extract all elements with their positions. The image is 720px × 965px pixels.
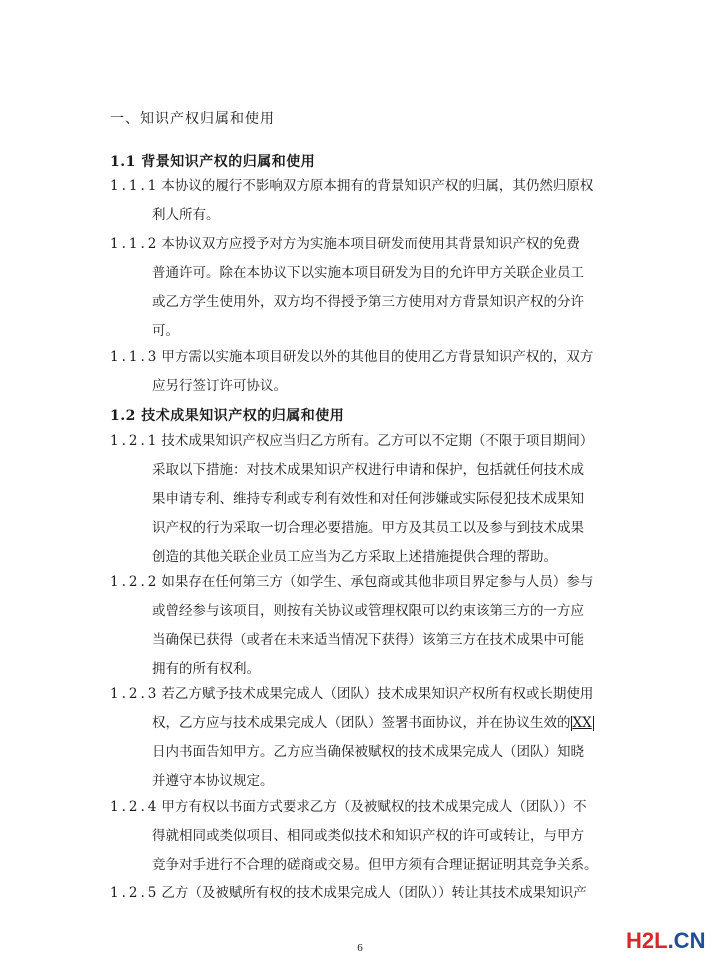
clause-line: 普通许可。除在本协议下以实施本项目研发为目的允许甲方关联企业员工 [152,265,584,281]
clause-text: 甲方需以实施本项目研发以外的其他目的使用乙方背景知识产权的，双方 [161,349,594,365]
clause-line [110,883,587,903]
heading-1-2: 1.2 技术成果知识产权的归属和使用 [110,408,345,424]
clause-line: 日内书面告知甲方。乙方应当确保被赋权的技术成果完成人（团队）知晓 [152,744,584,760]
clause-line [110,797,587,817]
clause-line: 果申请专利、维持专利或专利有效性和对任何涉嫌或实际侵犯技术成果知 [152,491,584,507]
placeholder-days: XX [572,715,592,731]
watermark-text: H2L [626,928,668,953]
clause-line [110,347,593,367]
clause-line: 当确保已获得（或者在未来适当情况下获得）该第三方在技术成果中可能 [152,632,584,648]
watermark-text: .CN [667,928,706,953]
clause-line: 或曾经参与该项目，则按有关协议或管理权限可以约束该第三方的一方应 [152,603,584,619]
clause-number: 1.2.2 [110,574,160,590]
clause-text: 如果存在任何第三方（如学生、承包商或其他非项目界定参与人员）参与 [161,574,594,590]
clause-line: 得就相同或类似项目、相同或类似技术和知识产权的许可或转让，与甲方 [152,828,584,844]
clause-text: 乙方（及被赋所有权的技术成果完成人（团队））转让其技术成果知识产 [161,885,587,901]
clause-line [152,713,594,733]
clause-text: 技术成果知识产权应当归乙方所有。乙方可以不定期（不限于项目期间） [161,433,594,449]
clause-line: 或乙方学生使用外，双方均不得授予第三方使用对方背景知识产权的分许 [152,294,584,310]
clause-number: 1.2.4 [110,799,160,815]
clause-text: 权，乙方应与技术成果完成人（团队）签署书面协议，并在协议生效的 [152,715,571,731]
clause-line: 应另行签订许可协议。 [152,378,287,394]
clause-line: 可。 [152,323,179,339]
clause-line [110,684,593,704]
clause-number: 1.2.5 [110,885,160,901]
clause-line: 识产权的行为采取一切合理必要措施。甲方及其员工以及参与到技术成果 [152,520,584,536]
clause-line: 利人所有。 [152,207,220,223]
clause-number: 1.2.3 [110,686,160,702]
site-watermark-logo [626,927,708,955]
clause-line [110,234,580,254]
clause-line [110,176,593,196]
clause-line [110,431,593,451]
clause-line: 并遵守本协议规定。 [152,773,274,789]
clause-text: 甲方有权以书面方式要求乙方（及被赋权的技术成果完成人（团队））不 [161,799,587,815]
clause-number: 1.2.1 [110,433,160,449]
clause-line: 竞争对手进行不合理的磋商或交易。但甲方须有合理证据证明其竞争关系。 [152,857,598,873]
clause-text: 本协议双方应授予对方为实施本项目研发而使用其背景知识产权的免费 [161,236,580,252]
clause-number: 1.1.1 [110,178,160,194]
clause-number: 1.1.2 [110,236,160,252]
section-title: 一、知识产权归属和使用 [110,111,275,127]
clause-line: 创造的其他关联企业员工应当为乙方采取上述措施提供合理的帮助。 [152,549,557,565]
clause-line: 采取以下措施：对技术成果知识产权进行申请和保护，包括就任何技术成 [152,462,584,478]
clause-number: 1.1.3 [110,349,160,365]
clause-line: 拥有的所有权利。 [152,661,260,677]
clause-text: 本协议的履行不影响双方原本拥有的背景知识产权的归属，其仍然归原权 [161,178,594,194]
clause-text: 若乙方赋予技术成果完成人（团队）技术成果知识产权所有权或长期使用 [161,686,594,702]
heading-1-1: 1.1 背景知识产权的归属和使用 [110,154,316,170]
clause-line [110,572,593,592]
page-number: 6 [357,942,363,954]
